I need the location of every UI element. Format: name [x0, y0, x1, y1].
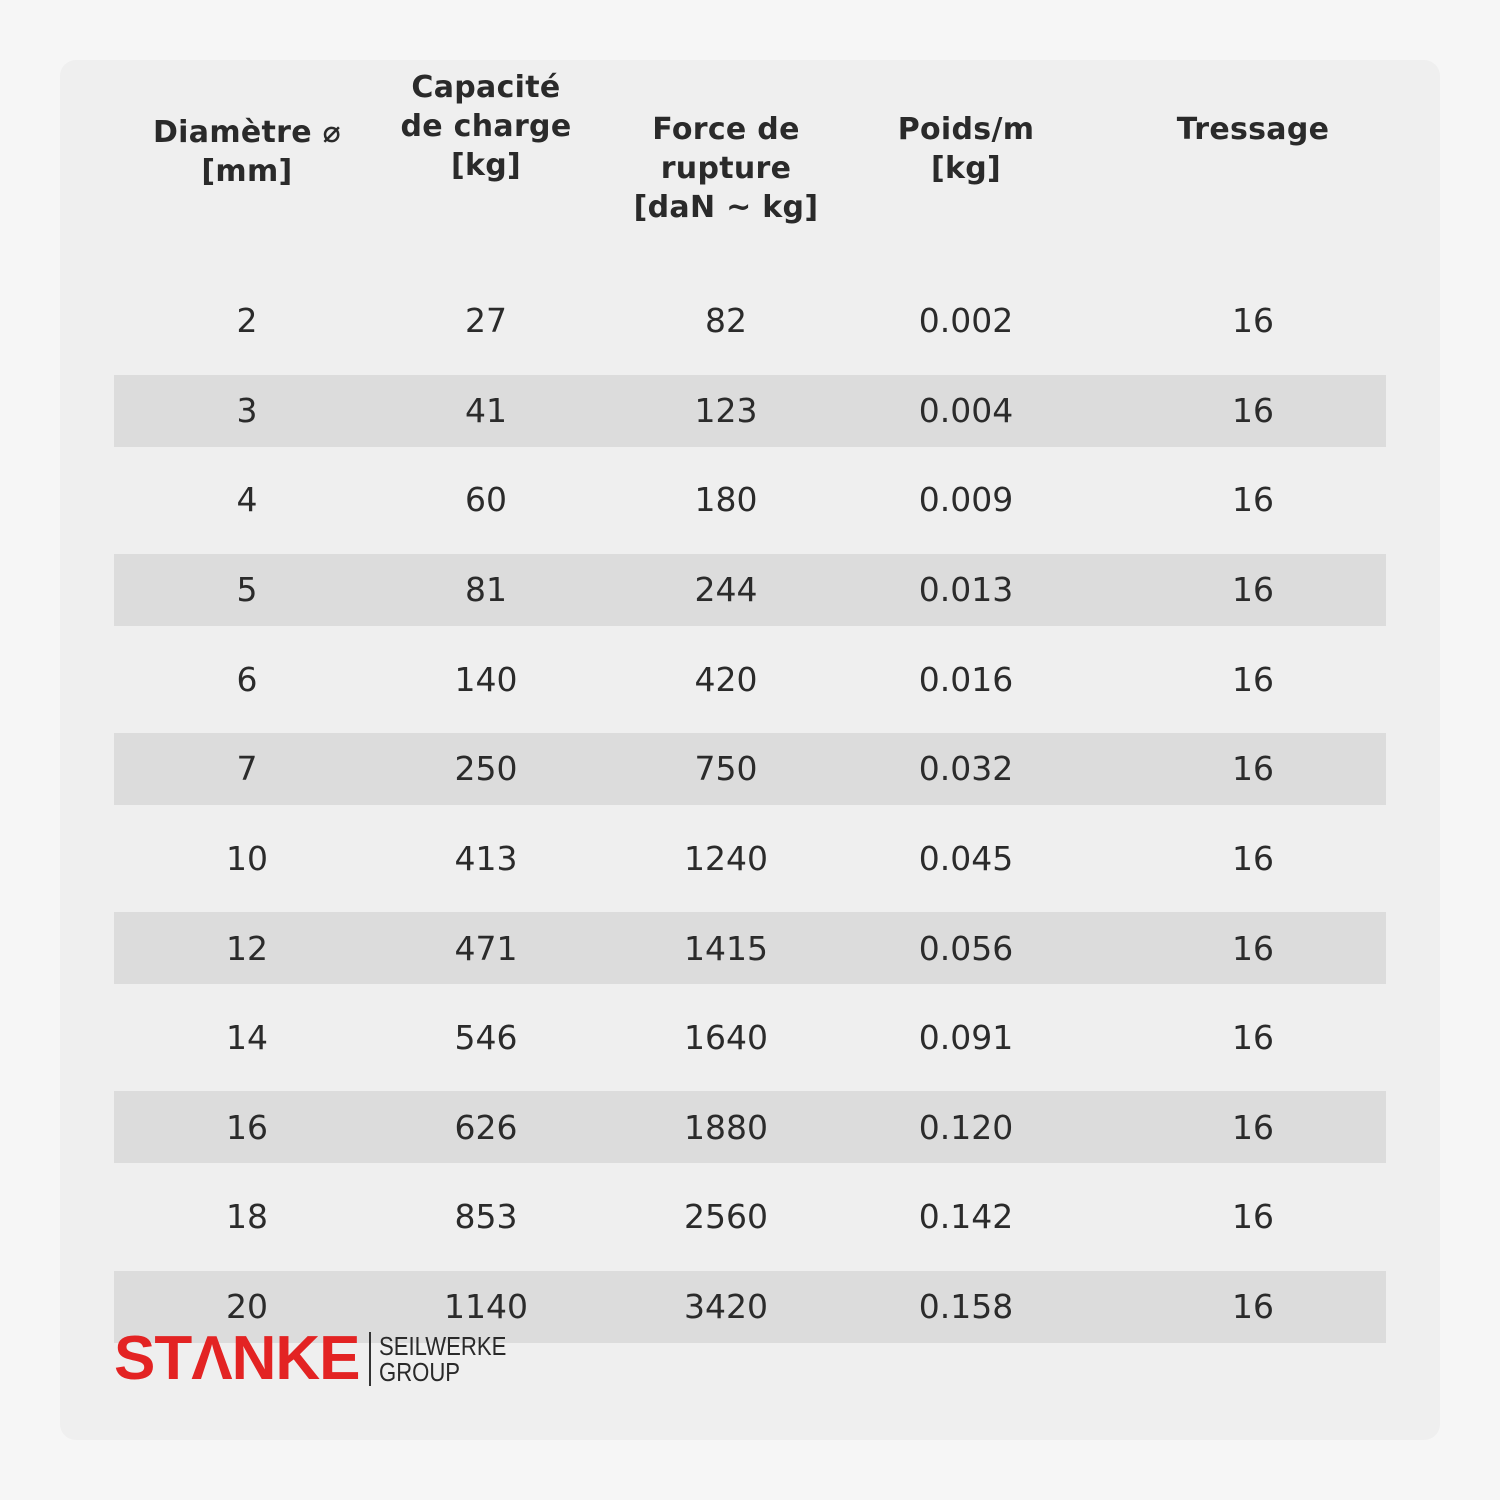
header-capacity — [380, 68, 592, 185]
cell-braiding: 16 — [1232, 391, 1274, 431]
cell-diameter: 4 — [236, 480, 258, 520]
logo-subtitle-line-1: SEILWERKE — [379, 1331, 507, 1361]
cell-weight: 0.016 — [918, 659, 1014, 699]
cell-braiding: 16 — [1232, 1018, 1274, 1058]
header-capacity-line-1: Capacité — [411, 70, 561, 105]
cell-capacity: 546 — [454, 1018, 518, 1058]
cell-braiding: 16 — [1232, 749, 1274, 789]
cell-diameter: 16 — [226, 1107, 268, 1147]
logo-subtitle-line-2: GROUP — [379, 1357, 461, 1387]
cell-weight: 0.009 — [918, 480, 1014, 520]
cell-diameter: 3 — [236, 391, 258, 431]
cell-diameter: 7 — [236, 749, 258, 789]
cell-weight: 0.004 — [918, 391, 1014, 431]
spec-table — [114, 60, 1386, 1351]
table-row — [114, 1172, 1386, 1262]
cell-weight: 0.045 — [918, 838, 1014, 878]
header-diameter-line-1: Diamètre ⌀ — [152, 115, 342, 150]
header-weight-per-meter — [860, 110, 1072, 188]
cell-capacity: 853 — [454, 1197, 518, 1237]
cell-braiding: 16 — [1232, 928, 1274, 968]
header-weight-line-2: [kg] — [930, 151, 1002, 186]
logo-subtitle — [379, 1333, 506, 1385]
cell-capacity: 413 — [454, 838, 518, 878]
cell-capacity: 140 — [454, 659, 518, 699]
table-row — [114, 634, 1386, 724]
cell-capacity: 81 — [465, 570, 507, 610]
cell-braiding: 16 — [1232, 1287, 1274, 1327]
table-row — [114, 993, 1386, 1083]
header-capacity-line-2: de charge — [400, 109, 572, 144]
cell-capacity: 471 — [454, 928, 518, 968]
table-row — [114, 455, 1386, 545]
cell-weight: 0.142 — [918, 1197, 1014, 1237]
cell-diameter: 12 — [226, 928, 268, 968]
header-braiding-line-1: Tressage — [1176, 112, 1330, 147]
table-row — [114, 814, 1386, 904]
cell-breaking-force: 420 — [694, 659, 758, 699]
table-row — [114, 1091, 1386, 1163]
header-breaking-force-line-1: Force de rupture — [652, 112, 800, 186]
cell-braiding: 16 — [1232, 838, 1274, 878]
header-diameter-line-2: [mm] — [201, 154, 293, 189]
cell-weight: 0.091 — [918, 1018, 1014, 1058]
cell-diameter: 10 — [226, 838, 268, 878]
table-row — [114, 276, 1386, 366]
table-row — [114, 912, 1386, 984]
cell-diameter: 14 — [226, 1018, 268, 1058]
cell-capacity: 626 — [454, 1107, 518, 1147]
cell-breaking-force: 180 — [694, 480, 758, 520]
cell-braiding: 16 — [1232, 480, 1274, 520]
header-breaking-force — [592, 110, 860, 227]
cell-breaking-force: 750 — [694, 749, 758, 789]
cell-diameter: 18 — [226, 1197, 268, 1237]
header-diameter — [114, 113, 380, 191]
cell-diameter: 5 — [236, 570, 258, 610]
logo-brand: STΛNKE — [114, 1324, 360, 1393]
cell-diameter: 6 — [236, 659, 258, 699]
header-capacity-line-3: [kg] — [450, 148, 522, 183]
cell-weight: 0.013 — [918, 570, 1014, 610]
header-braiding — [1072, 110, 1434, 149]
cell-breaking-force: 2560 — [684, 1197, 768, 1237]
cell-breaking-force: 1640 — [684, 1018, 768, 1058]
cell-breaking-force: 1415 — [684, 928, 768, 968]
cell-braiding: 16 — [1232, 1107, 1274, 1147]
cell-breaking-force: 3420 — [684, 1287, 768, 1327]
cell-capacity: 1140 — [444, 1287, 528, 1327]
cell-weight: 0.002 — [918, 301, 1014, 341]
cell-weight: 0.120 — [918, 1107, 1014, 1147]
company-logo — [114, 1324, 529, 1393]
cell-capacity: 60 — [465, 480, 507, 520]
cell-breaking-force: 244 — [694, 570, 758, 610]
cell-weight: 0.032 — [918, 749, 1014, 789]
cell-braiding: 16 — [1232, 301, 1274, 341]
table-row — [114, 554, 1386, 626]
header-weight-line-1: Poids/m — [897, 112, 1035, 147]
header-breaking-force-line-2: [daN ~ kg] — [633, 190, 819, 225]
spec-card — [60, 60, 1440, 1440]
cell-diameter: 20 — [226, 1287, 268, 1327]
table-header — [114, 60, 1386, 276]
cell-breaking-force: 1240 — [684, 838, 768, 878]
cell-breaking-force: 82 — [705, 301, 747, 341]
cell-capacity: 27 — [465, 301, 507, 341]
table-row — [114, 733, 1386, 805]
cell-capacity: 250 — [454, 749, 518, 789]
table-row — [114, 375, 1386, 447]
cell-breaking-force: 123 — [694, 391, 758, 431]
cell-braiding: 16 — [1232, 1197, 1274, 1237]
cell-weight: 0.158 — [918, 1287, 1014, 1327]
cell-breaking-force: 1880 — [684, 1107, 768, 1147]
cell-weight: 0.056 — [918, 928, 1014, 968]
cell-diameter: 2 — [236, 301, 258, 341]
cell-braiding: 16 — [1232, 659, 1274, 699]
cell-braiding: 16 — [1232, 570, 1274, 610]
cell-capacity: 41 — [465, 391, 507, 431]
logo-divider — [369, 1332, 371, 1386]
